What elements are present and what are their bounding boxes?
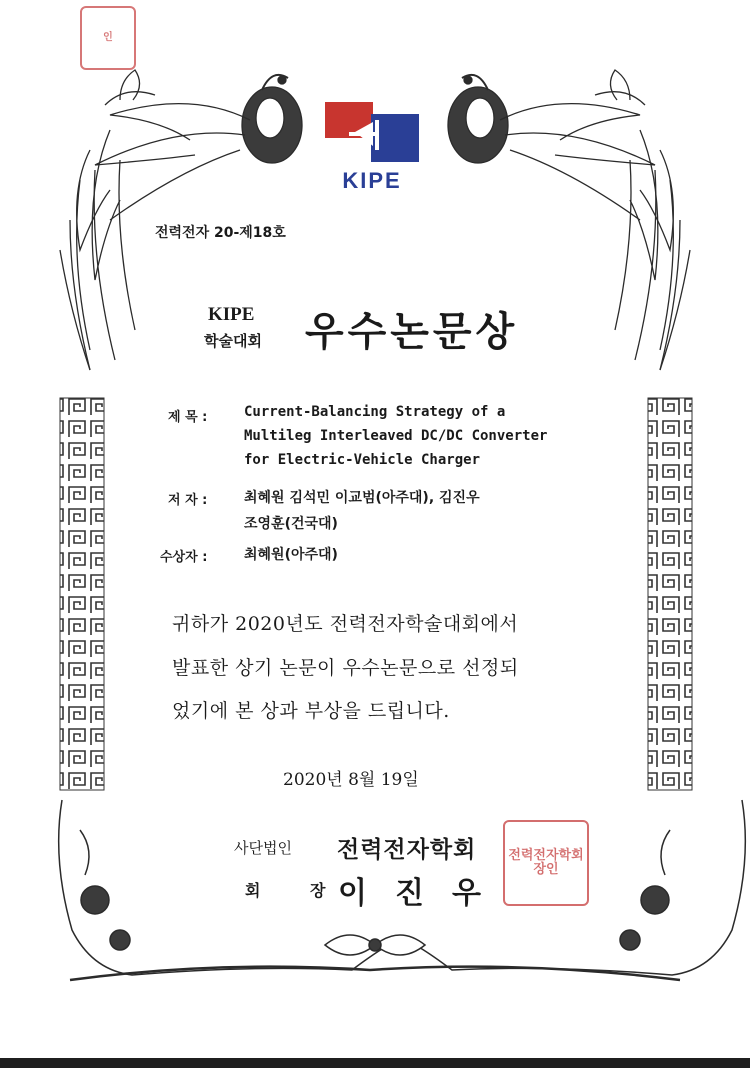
- body-line3: 었기에 본 상과 부상을 드립니다.: [172, 700, 450, 722]
- paper-title-line3: for Electric-Vehicle Charger: [244, 452, 481, 468]
- right-key-border: [648, 398, 692, 790]
- society-name: 전력전자학회: [337, 837, 477, 863]
- authors-line2: 조영훈(건국대): [244, 516, 338, 532]
- paper-title-line1: Current-Balancing Strategy of a: [244, 404, 506, 420]
- kipe-logo-text: KIPE: [342, 168, 402, 193]
- left-key-border: [60, 398, 104, 790]
- official-seal: 전력전자학회장인: [503, 820, 589, 906]
- award-date: 2020년 8월 19일: [283, 770, 419, 790]
- body-line1: 귀하가 2020년도 전력전자학술대회에서: [172, 613, 519, 635]
- author-label: 저 자 :: [168, 493, 208, 508]
- recipient-name: 최혜원(아주대): [244, 547, 338, 563]
- document-number: 전력전자 20-제18호: [155, 225, 286, 241]
- title-label: 제 목 :: [168, 410, 208, 425]
- left-phoenix-motif: [60, 70, 302, 370]
- president-name: 이진우: [338, 876, 509, 911]
- bottom-edge-strip: [0, 1058, 750, 1068]
- president-title: 회 장: [245, 881, 348, 900]
- heading-org-line2: 학술대회: [204, 332, 262, 350]
- society-type-label: 사단법인: [234, 839, 292, 857]
- authors-line1: 최혜원 김석민 이교범(아주대), 김진우: [244, 490, 480, 506]
- top-left-seal: 인: [80, 6, 136, 70]
- recipient-label: 수상자 :: [160, 550, 208, 565]
- paper-title-line2: Multileg Interleaved DC/DC Converter: [244, 428, 548, 444]
- award-title: 우수논문상: [305, 309, 519, 355]
- heading-org-line1: KIPE: [208, 304, 255, 325]
- body-line2: 발표한 상기 논문이 우수논문으로 선정되: [172, 657, 519, 679]
